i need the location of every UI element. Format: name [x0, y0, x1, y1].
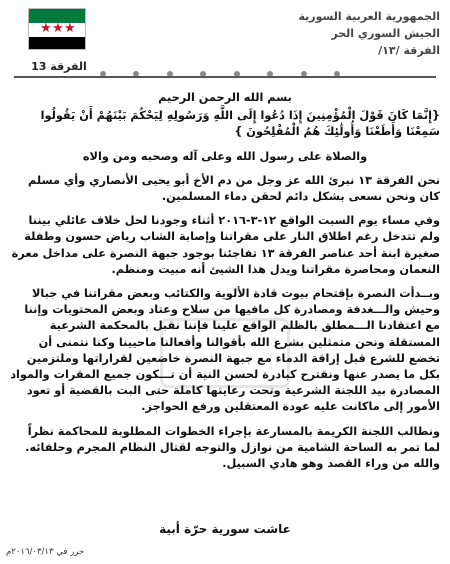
quran-verse: {إِنَّمَا كَانَ قَوْلَ الْمُؤْمِنِينَ إِذَا دُعُوا إِلَى اللَّهِ وَرَسُولِهِ لِيَحْكُمَ بَيْنَهُمْ أَنْ يَقُولُوا سَمِعْنَا وَأَطَعْنَا وَأُولَٰئِكَ هُمُ الْمُفْلِحُونَ }	[40, 109, 440, 139]
issue-date: حرر في ٢٠١٦/٠٣/١٣م	[6, 547, 85, 557]
flag-star-icon: ★	[40, 21, 52, 36]
army-title: الجيش السوري الحر	[331, 27, 440, 40]
header-rule	[14, 76, 436, 78]
statement-body	[10, 90, 440, 480]
paragraph-incident: وفي مساء يوم السبت الواقع ١٢-٣-٢٠١٦ أثناء وجودنا لحل خلاف عائلي بيننا ولم تتدخل رغم اطلاق النار على مقراتنا وإصابة الشاب رياض حسون وطفلة صغيرة ابنة أحد عناصر الفرقة ١٣ تفاجئنا بوجود جبهة النصرة على مداخل معرة النعمان ومحاصرة مقراتنا ويدل هذا الشيئ أنه مبيت ومنظم.	[11, 214, 440, 276]
signature-line: عاشت سورية حرّة أبية	[159, 522, 291, 536]
division-label: الفرقة 13	[31, 60, 87, 73]
republic-title: الجمهورية العربية السورية	[298, 10, 440, 23]
letterhead	[0, 0, 450, 78]
basmala: بسم الله الرحمن الرحيم	[158, 91, 292, 104]
flag-white-stripe	[29, 23, 85, 37]
syrian-revolution-flag	[28, 8, 86, 50]
flag-star-icon: ★	[52, 21, 64, 36]
closing-line: والله من وراء القصد وهو هادي السبيل.	[222, 457, 440, 471]
paragraph-acquittal: نحن الفرقة ١٣ نبرئ الله عز وجل من دم الأخ أبو يحيى الأنصاري وأي مسلم كان ونحن نسعى بشكل دائم لحقن دماء المسلمين.	[28, 173, 440, 204]
salutation: والصلاة على رسول الله وعلى آله وصحبه ومن والاه	[82, 149, 368, 163]
paragraph-demand: ونطالب اللجنة الكريمة بالمسارعة بإجراء الخطوات المطلوبة للمحاكمة نظراً لما تمر به الساحة الشامية من نوازل والتوجه لقتال النظام المجرم وحلفائه.	[25, 424, 440, 454]
division-title: الفرقة /١٣/	[378, 44, 440, 57]
paragraph-raids: وبــدأت النصرة بإقتحام بيوت قادة الألوية والكتائب وبعض مقراتنا في جبالا وحيش والـــغدفة ومصادرة كل مافيها من سلاح وعتاد وبعض المحتويات وإننا مع اعتقادنا الـــمطلق بالظلم الواقع علينا فإننا نقبل بالمحكمة الشرعية المستقلة ونحن متمثلين بشرع الله بأقوالنا وأفعالنا ماحيينا وكنا نتمنى أن تخضع للشرع قبل إراقة الدماء مع جبهة النصرة خاضعين لقراراتها وملتزمين بكل ما يصدر عنها ونقترح كبادرة لحسن النية أن تـــكون جميع المقرات والمواد المصادرة بيد اللجنة الشرعية وتحت رعايتها كاملة حتى البت بالقضية أو تعود الأمور إلى ماكانت عليه عودة المعتقلين ورفع الحواجز.	[10, 287, 440, 414]
flag-black-stripe	[29, 37, 85, 50]
letterhead-titles	[250, 8, 440, 59]
flag-star-icon: ★	[64, 21, 76, 36]
